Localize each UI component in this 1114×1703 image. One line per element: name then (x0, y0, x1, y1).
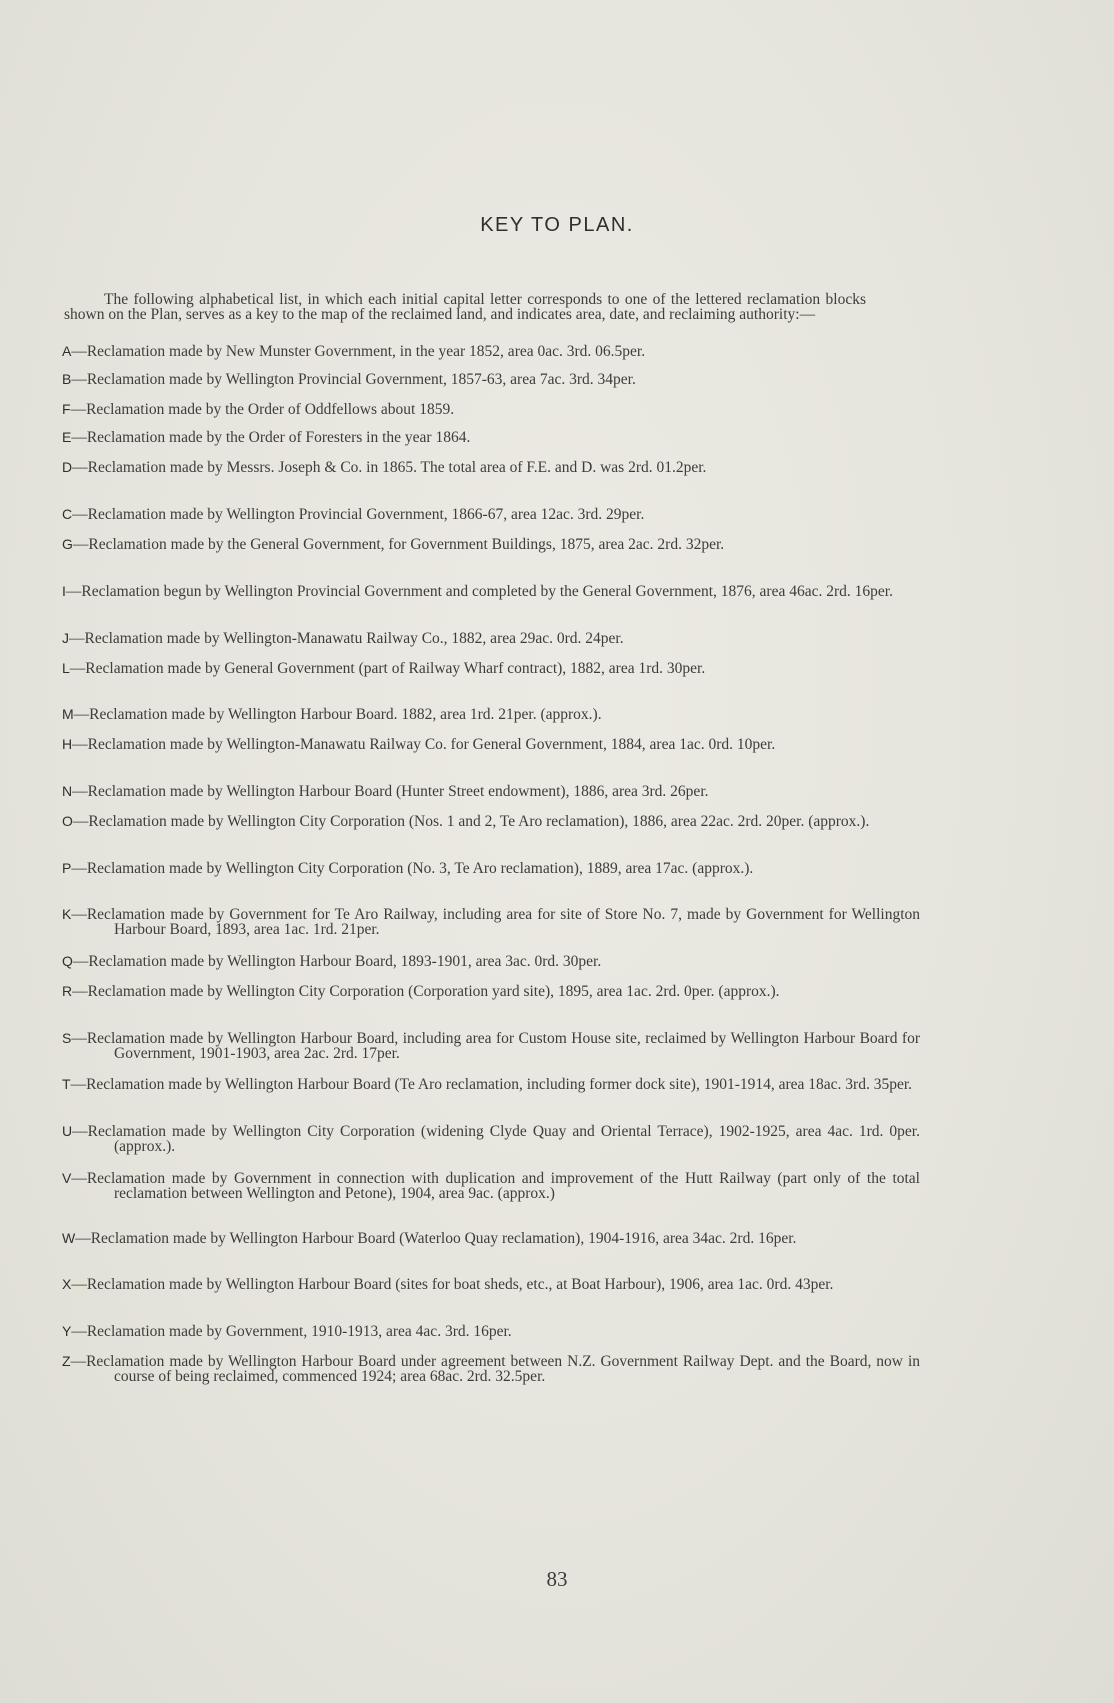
key-entry-x (62, 1277, 920, 1293)
key-entry-b (62, 372, 920, 388)
key-entry-z (62, 1354, 920, 1384)
key-entry-m (62, 707, 920, 723)
entry-letter: U (62, 1123, 73, 1139)
entry-text: —Reclamation made by New Munster Government, in the year 1852, area 0ac. 3rd. 06.5per. (71, 343, 646, 360)
entry-text: —Reclamation made by Wellington City Corporation (Nos. 1 and 2, Te Aro reclamation), 1886, area 22ac. 2rd. 20per. (approx.). (72, 813, 870, 830)
entry-letter: A (62, 343, 72, 359)
page-number: 83 (546, 1567, 568, 1591)
entry-text: —Reclamation made by Wellington Harbour Board, 1893-1901, area 3ac. 0rd. 30per. (72, 953, 602, 970)
key-entry-c (62, 507, 920, 523)
entry-text: —Reclamation made by Wellington Harbour Board (sites for boat sheds, etc., at Boat Harbour), 1906, area 1ac. 0rd. 43per. (71, 1276, 834, 1293)
entry-letter: X (62, 1276, 72, 1292)
entry-letter: K (62, 906, 72, 922)
entry-text: —Reclamation made by Wellington Harbour Board under agreement between N.Z. Government Railway Dept. and the Board, now in course of being reclaimed, commenced 1924; area 68ac. 2rd. 32.5per. (70, 1353, 920, 1385)
entry-text: —Reclamation begun by Wellington Provincial Government and completed by the General Government, 1876, area 46ac. 2rd. 16per. (65, 583, 893, 600)
key-entry-v (62, 1171, 920, 1201)
entry-letter: T (62, 1076, 71, 1092)
entry-letter: G (62, 536, 73, 552)
entry-letter: H (62, 736, 73, 752)
entry-letter: J (62, 630, 69, 646)
entry-text: —Reclamation made by the Order of Oddfellows about 1859. (70, 401, 455, 418)
entry-letter: L (62, 660, 70, 676)
key-entry-h (62, 737, 920, 753)
entry-text: —Reclamation made by Wellington-Manawatu Railway Co., 1882, area 29ac. 0rd. 24per. (69, 630, 624, 647)
key-entry-p (62, 861, 920, 877)
key-entry-d (62, 460, 920, 476)
entry-text: —Reclamation made by Government in connection with duplication and improvement of the Hutt Railway (part only of the total reclamation between Wellington and Petone), 1904, area 9ac. (approx.) (71, 1170, 920, 1202)
key-entry-u (62, 1124, 920, 1154)
entry-letter: S (62, 1030, 72, 1046)
entry-letter: N (62, 783, 73, 799)
entry-letter: B (62, 371, 72, 387)
entry-letter: D (62, 459, 73, 475)
entry-text: —Reclamation made by Wellington Provincial Government, 1857-63, area 7ac. 3rd. 34per. (71, 371, 636, 388)
key-entry-o (62, 814, 920, 830)
entry-text: —Reclamation made by Wellington Harbour Board (Te Aro reclamation, including former dock site), 1901-1914, area 18ac. 3rd. 35per. (70, 1076, 913, 1093)
key-entry-q (62, 954, 920, 970)
key-entry-w (62, 1231, 920, 1247)
entry-text: —Reclamation made by Wellington Harbour Board (Hunter Street endowment), 1886, area 3rd. 26per. (72, 783, 709, 800)
entry-text: —Reclamation made by General Government (part of Railway Wharf contract), 1882, area 1rd. 30per. (69, 660, 706, 677)
entry-text: —Reclamation made by Wellington City Corporation (Corporation yard site), 1895, area 1ac. 2rd. 0per. (approx.). (72, 983, 780, 1000)
key-entry-i (62, 584, 920, 600)
entry-text: —Reclamation made by Wellington Harbour Board. 1882, area 1rd. 21per. (approx.). (73, 706, 602, 723)
key-entry-j (62, 631, 920, 647)
key-entry-y (62, 1324, 920, 1340)
entry-letter: C (62, 506, 73, 522)
entry-letter: Y (62, 1323, 72, 1339)
entry-letter: Q (62, 953, 73, 969)
entry-text: —Reclamation made by Wellington Provincial Government, 1866-67, area 12ac. 3rd. 29per. (72, 506, 645, 523)
key-entry-e (62, 430, 920, 446)
entry-letter: M (62, 706, 74, 722)
entry-letter: E (62, 429, 72, 445)
entry-text: —Reclamation made by Messrs. Joseph & Co. in 1865. The total area of F.E. and D. was 2rd. 01.2per. (72, 459, 707, 476)
entry-text: —Reclamation made by Government for Te Aro Railway, including area for site of Store No. 7, made by Government for Wellington Harbour Board, 1893, area 1ac. 1rd. 21per. (71, 906, 920, 938)
entry-text: —Reclamation made by Wellington-Manawatu Railway Co. for General Government, 1884, area 1ac. 0rd. 10per. (72, 736, 776, 753)
intro-paragraph: The following alphabetical list, in which each initial capital letter corresponds to one of the lettered reclamation blocks shown on the Plan, serves as a key to the map of the reclaimed land, and indicates area, date, and reclaiming authority:— (64, 291, 866, 323)
key-entry-r (62, 984, 920, 1000)
entry-letter: V (62, 1170, 72, 1186)
key-entry-g (62, 537, 920, 553)
entry-letter: O (62, 813, 73, 829)
entry-letter: W (62, 1230, 76, 1246)
key-entry-n (62, 784, 920, 800)
entry-text: —Reclamation made by the General Government, for Government Buildings, 1875, area 2ac. 2rd. 32per. (72, 536, 725, 553)
entry-text: —Reclamation made by Wellington Harbour Board (Waterloo Quay reclamation), 1904-1916, area 34ac. 2rd. 16per. (75, 1230, 797, 1247)
entry-letter: F (62, 401, 71, 417)
entry-letter: I (62, 583, 66, 599)
entry-letter: P (62, 860, 72, 876)
entry-text: —Reclamation made by the Order of Foresters in the year 1864. (71, 429, 471, 446)
key-entry-s (62, 1031, 920, 1061)
key-entry-f (62, 402, 920, 418)
entry-letter: R (62, 983, 73, 999)
entry-text: —Reclamation made by Government, 1910-1913, area 4ac. 3rd. 16per. (71, 1323, 512, 1340)
entry-text: —Reclamation made by Wellington Harbour Board, including area for Custom House site, reclaimed by Wellington Harbour Board for Government, 1901-1903, area 2ac. 2rd. 17per. (71, 1030, 920, 1062)
key-entry-k (62, 907, 920, 937)
page-title: KEY TO PLAN. (480, 214, 634, 236)
entry-letter: Z (62, 1353, 71, 1369)
entry-text: —Reclamation made by Wellington City Corporation (widening Clyde Quay and Oriental Terrace), 1902-1925, area 4ac. 1rd. 0per. (approx.). (72, 1123, 920, 1155)
key-entry-t (62, 1077, 920, 1093)
entry-text: —Reclamation made by Wellington City Corporation (No. 3, Te Aro reclamation), 1889, area 17ac. (approx.). (71, 860, 754, 877)
key-entry-a (62, 344, 920, 360)
key-entry-l (62, 661, 920, 677)
